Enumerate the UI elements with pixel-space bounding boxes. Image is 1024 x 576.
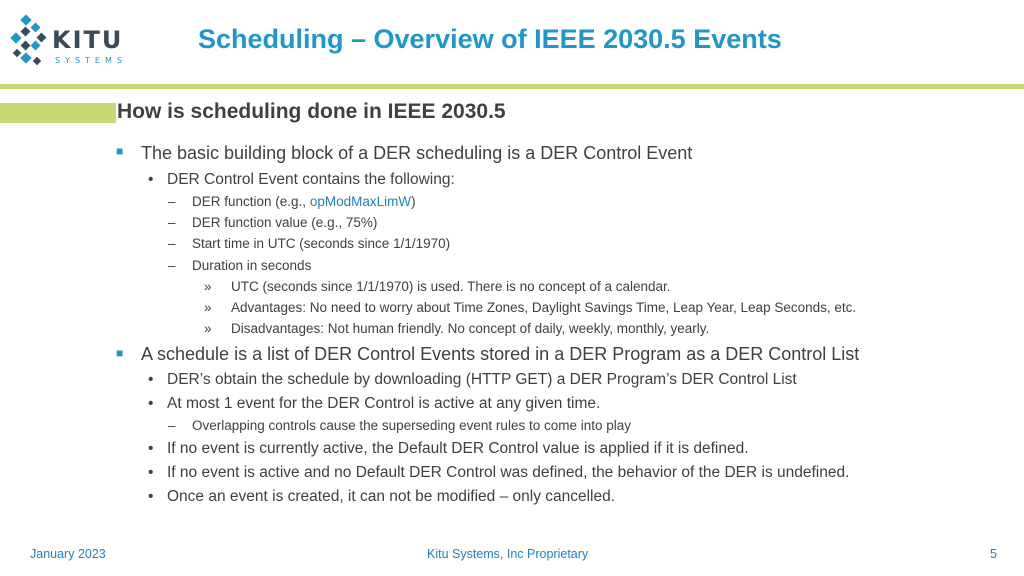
- bullet-l1: A schedule is a list of DER Control Events stored in a DER Program as a DER Control List: [141, 344, 860, 364]
- chevron-bullet-icon: »: [204, 321, 212, 336]
- dot-bullet-icon: •: [148, 395, 154, 412]
- dash-bullet-icon: –: [168, 236, 176, 251]
- bullet-l1: The basic building block of a DER scheduling is a DER Control Event: [141, 143, 693, 163]
- bullet-l3: Overlapping controls cause the superseding event rules to come into play: [192, 418, 632, 433]
- bullet-l3: Duration in seconds: [192, 258, 312, 273]
- chevron-bullet-icon: »: [204, 300, 212, 315]
- bullet-text: ): [411, 194, 416, 209]
- slide-subtitle: How is scheduling done in IEEE 2030.5: [117, 100, 506, 123]
- bullet-l2: If no event is active and no Default DER Control was defined, the behavior of the DER is undefined.: [167, 464, 850, 481]
- dash-bullet-icon: –: [168, 194, 176, 209]
- logo-subtext: SYSTEMS: [55, 56, 127, 65]
- bullet-l3: DER function value (e.g., 75%): [192, 215, 378, 230]
- logo-wordmark: KITU: [52, 26, 124, 54]
- bullet-text: DER function (e.g.,: [192, 194, 310, 209]
- dot-bullet-icon: •: [148, 371, 154, 388]
- bullet-l2: DER Control Event contains the following:: [167, 171, 455, 188]
- bullet-l2: Once an event is created, it can not be modified – only cancelled.: [167, 488, 616, 505]
- dot-bullet-icon: •: [148, 488, 154, 505]
- bullet-l3: Start time in UTC (seconds since 1/1/1970): [192, 236, 451, 251]
- bullet-l4: Advantages: No need to worry about Time Zones, Daylight Savings Time, Leap Year, Leap Seconds, etc.: [231, 300, 857, 315]
- dash-bullet-icon: –: [168, 258, 176, 273]
- dash-bullet-icon: –: [168, 418, 176, 433]
- subtitle-accent-bar: [0, 103, 116, 123]
- square-bullet-icon: ■: [116, 346, 124, 360]
- slide-title: Scheduling – Overview of IEEE 2030.5 Events: [198, 24, 782, 54]
- bullet-l2: DER’s obtain the schedule by downloading (HTTP GET) a DER Program’s DER Control List: [167, 371, 797, 388]
- square-bullet-icon: ■: [116, 144, 124, 158]
- bullet-l4: UTC (seconds since 1/1/1970) is used. There is no concept of a calendar.: [231, 279, 671, 294]
- header-rule: [0, 84, 1024, 89]
- bullet-l2: At most 1 event for the DER Control is active at any given time.: [167, 395, 601, 412]
- kitu-logo-icon: [8, 14, 48, 70]
- dot-bullet-icon: •: [148, 171, 154, 188]
- chevron-bullet-icon: »: [204, 279, 212, 294]
- dot-bullet-icon: •: [148, 464, 154, 481]
- bullet-l3: [192, 194, 416, 209]
- dot-bullet-icon: •: [148, 440, 154, 457]
- opmodmaxlimw-link[interactable]: opModMaxLimW: [309, 194, 412, 209]
- bullet-l2: If no event is currently active, the Default DER Control value is applied if it is defined.: [167, 440, 749, 457]
- footer-company: Kitu Systems, Inc Proprietary: [427, 547, 589, 561]
- dash-bullet-icon: –: [168, 215, 176, 230]
- bullet-l4: Disadvantages: Not human friendly. No concept of daily, weekly, monthly, yearly.: [231, 321, 710, 336]
- page-number: 5: [990, 547, 997, 561]
- footer-date: January 2023: [30, 547, 106, 561]
- company-logo: [8, 14, 144, 70]
